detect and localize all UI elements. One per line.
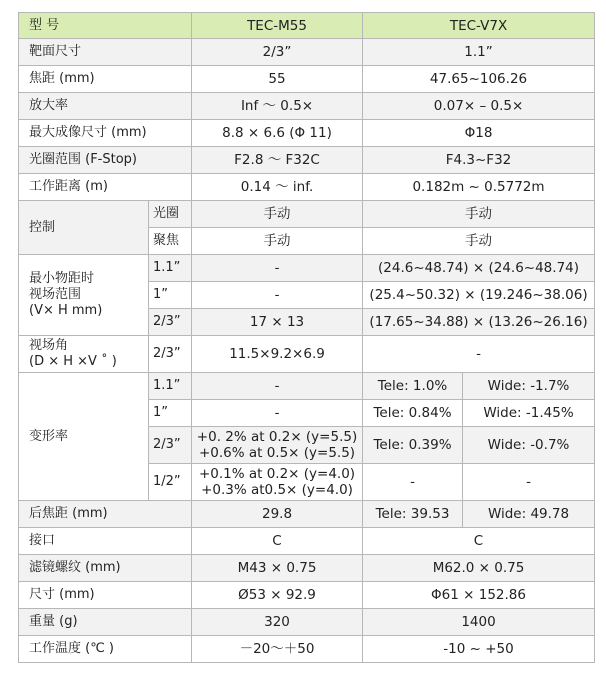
row-aperture — [19, 147, 595, 174]
fov-label-line1: 最小物距时 — [29, 271, 95, 286]
value-a: 17 × 13 — [192, 309, 363, 336]
header-model-a: TEC-M55 — [192, 13, 363, 39]
value-wide: Wide: -1.45% — [463, 400, 595, 427]
row-mount — [19, 528, 595, 555]
sensor-size: 2/3” — [149, 309, 192, 336]
row-label: 接口 — [19, 528, 192, 555]
sensor-size: 1/2” — [149, 464, 192, 501]
value-b: (17.65~34.88) × (13.26~26.16) — [363, 309, 595, 336]
row-label: 放大率 — [19, 93, 192, 120]
focus-label: 聚焦 — [149, 228, 192, 255]
value-b: Φ18 — [363, 120, 595, 147]
row-target-size — [19, 39, 595, 66]
value-a: Inf ～ 0.5× — [192, 93, 363, 120]
row-label: 重量 (g) — [19, 609, 192, 636]
row-view-angle — [19, 336, 595, 373]
spec-table — [18, 12, 595, 663]
header-row — [19, 13, 595, 39]
value-a: 0.14 ～ inf. — [192, 174, 363, 201]
value-tele: - — [363, 464, 463, 501]
fov-label — [19, 255, 149, 336]
row-focal-length — [19, 66, 595, 93]
value-a: 2/3” — [192, 39, 363, 66]
value-b: M62.0 × 0.75 — [363, 555, 595, 582]
fov-label-line2: 视场范围 — [29, 287, 82, 302]
row-label: 尺寸 (mm) — [19, 582, 192, 609]
header-label: 型 号 — [19, 13, 192, 39]
focus-value-a: 手动 — [192, 228, 363, 255]
sensor-size: 1” — [149, 282, 192, 309]
value-a: Ø53 × 92.9 — [192, 582, 363, 609]
value-a: - — [192, 373, 363, 400]
value-b: - — [363, 336, 595, 373]
value-tele: Tele: 0.84% — [363, 400, 463, 427]
value-a-line2: +0.3% at0.5× (y=4.0) — [201, 482, 353, 498]
header-model-b: TEC-V7X — [363, 13, 595, 39]
focus-value-b: 手动 — [363, 228, 595, 255]
row-label: 光圈范围 (F-Stop) — [19, 147, 192, 174]
value-wide: Wide: -1.7% — [463, 373, 595, 400]
value-a: 8.8 × 6.6 (Φ 11) — [192, 120, 363, 147]
row-label: 工作温度 (℃ ) — [19, 636, 192, 663]
value-a: - — [192, 282, 363, 309]
view-angle-label-line1: 视场角 — [29, 338, 69, 353]
view-angle-label-line2: (D × H ×V ˚ ) — [29, 354, 117, 369]
sensor-size: 1.1” — [149, 373, 192, 400]
value-tele: Tele: 1.0% — [363, 373, 463, 400]
row-label: 最大成像尺寸 (mm) — [19, 120, 192, 147]
value-a: 11.5×9.2×6.9 — [192, 336, 363, 373]
value-a-line1: +0.1% at 0.2× (y=4.0) — [198, 466, 356, 482]
value-tele: Tele: 0.39% — [363, 427, 463, 464]
row-working-distance — [19, 174, 595, 201]
value-b: 1.1” — [363, 39, 595, 66]
iris-value-a: 手动 — [192, 201, 363, 228]
row-label: 滤镜螺纹 (mm) — [19, 555, 192, 582]
sensor-size: 2/3” — [149, 427, 192, 464]
value-b: 0.182m ~ 0.5772m — [363, 174, 595, 201]
value-a: F2.8 ～ F32C — [192, 147, 363, 174]
row-max-image — [19, 120, 595, 147]
row-weight — [19, 609, 595, 636]
iris-value-b: 手动 — [363, 201, 595, 228]
row-temperature — [19, 636, 595, 663]
row-label: 焦距 (mm) — [19, 66, 192, 93]
value-b: F4.3~F32 — [363, 147, 595, 174]
sensor-size: 2/3” — [149, 336, 192, 373]
value-a — [192, 464, 363, 501]
value-b: -10 ~ +50 — [363, 636, 595, 663]
row-control-iris — [19, 201, 595, 228]
value-b: (24.6~48.74) × (24.6~48.74) — [363, 255, 595, 282]
value-b: 47.65~106.26 — [363, 66, 595, 93]
value-b: Φ61 × 152.86 — [363, 582, 595, 609]
value-a: 320 — [192, 609, 363, 636]
view-angle-label — [19, 336, 149, 373]
value-a: - — [192, 255, 363, 282]
value-a: - — [192, 400, 363, 427]
value-a-line2: +0.6% at 0.5× (y=5.5) — [198, 445, 356, 461]
value-b: C — [363, 528, 595, 555]
value-a: C — [192, 528, 363, 555]
row-label: 工作距离 (m) — [19, 174, 192, 201]
row-dimension — [19, 582, 595, 609]
iris-label: 光圈 — [149, 201, 192, 228]
sensor-size: 1” — [149, 400, 192, 427]
value-a — [192, 427, 363, 464]
value-wide: Wide: 49.78 — [463, 501, 595, 528]
value-a: －20～＋50 — [192, 636, 363, 663]
row-magnification — [19, 93, 595, 120]
value-b: (25.4~50.32) × (19.246~38.06) — [363, 282, 595, 309]
row-back-focal — [19, 501, 595, 528]
fov-label-line3: (V× H mm) — [29, 303, 103, 318]
value-a-line1: +0. 2% at 0.2× (y=5.5) — [196, 429, 358, 445]
row-label: 靶面尺寸 — [19, 39, 192, 66]
sensor-size: 1.1” — [149, 255, 192, 282]
value-a: 55 — [192, 66, 363, 93]
distortion-label: 变形率 — [19, 373, 149, 501]
value-b: 1400 — [363, 609, 595, 636]
value-a: 29.8 — [192, 501, 363, 528]
value-b: 0.07× – 0.5× — [363, 93, 595, 120]
row-fov-1 — [19, 255, 595, 282]
value-wide: Wide: -0.7% — [463, 427, 595, 464]
value-a: M43 × 0.75 — [192, 555, 363, 582]
row-filter — [19, 555, 595, 582]
row-label: 后焦距 (mm) — [19, 501, 192, 528]
value-tele: Tele: 39.53 — [363, 501, 463, 528]
control-label: 控制 — [19, 201, 149, 255]
row-distortion-1 — [19, 373, 595, 400]
value-wide: - — [463, 464, 595, 501]
